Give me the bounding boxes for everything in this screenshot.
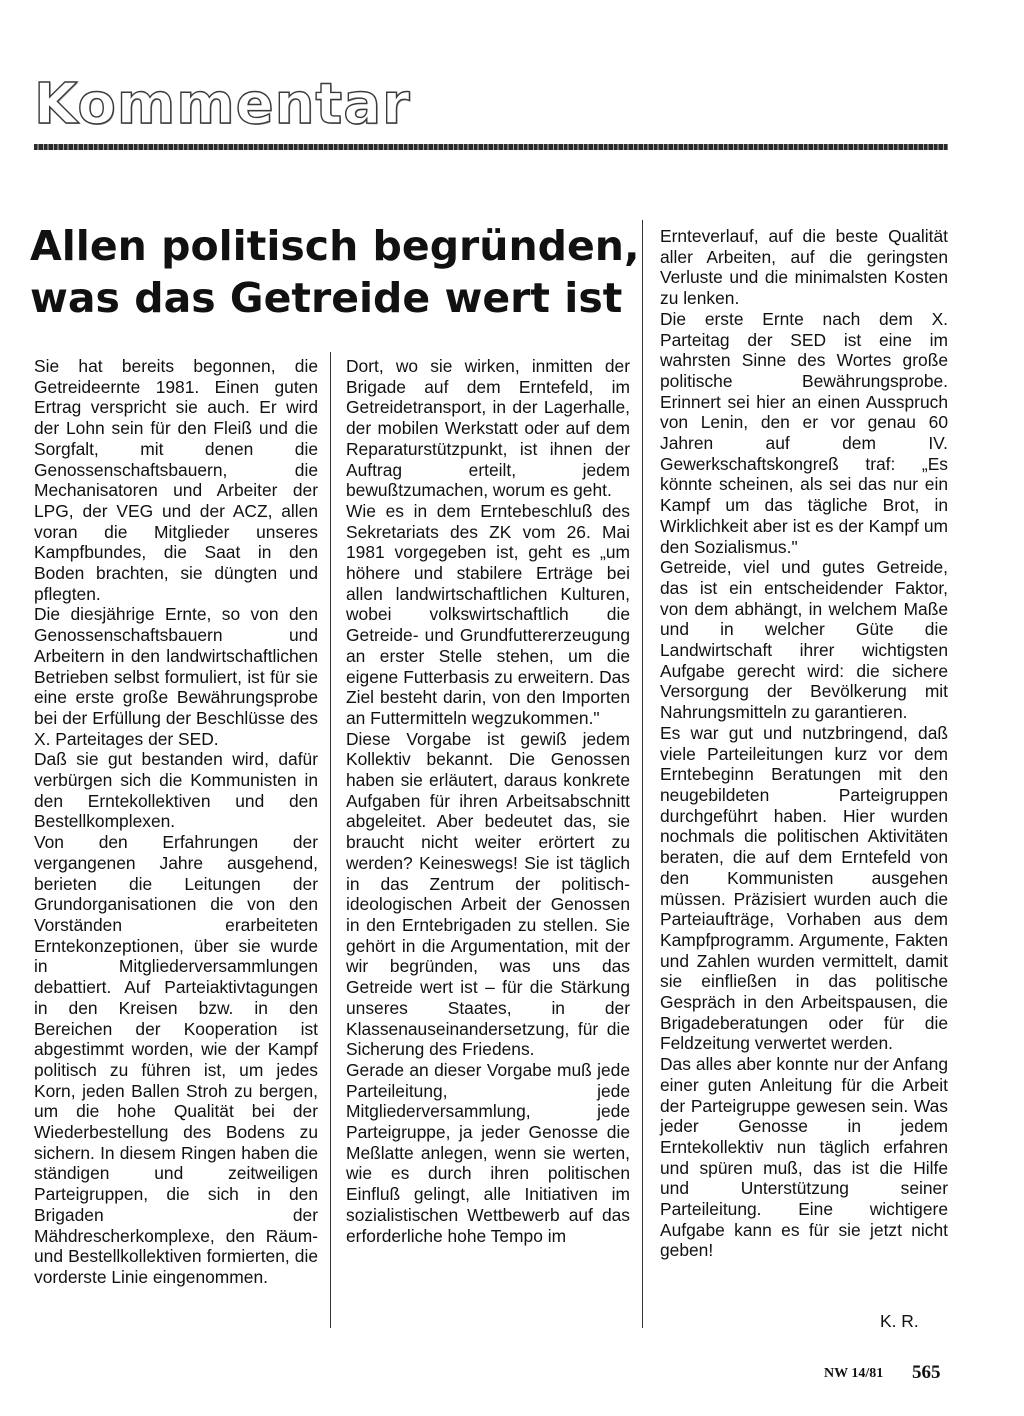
article-column-3 [660,226,948,1261]
paragraph: Getreide, viel und gutes Getreide, das ist ein entscheidender Faktor, von dem abhängt, in welchem Maße und in welcher Güte die Landwirtschaft ihrer wichtigsten Aufgabe gerecht wird: die sichere Versorgung der Bevölkerung mit Nahrungsmitteln zu garantieren. [660,557,948,723]
author-signature: K. R. [880,1311,919,1331]
headline [30,220,640,324]
rubric-rule [34,144,948,150]
issue-number: NW 14/81 [824,1366,884,1381]
paragraph: Daß sie gut bestanden wird, dafür verbürgen sich die Kommunisten in den Erntekollektiven und den Bestellkomplexen. [34,749,318,832]
paragraph: Gerade an dieser Vorgabe muß jede Parteileitung, jede Mitgliederversammlung, jede Parteigruppe, ja jeder Genosse die Meßlatte anlegen, wenn sie werten, wie es durch ihren politischen Einfluß gelingt, alle Initiativen im sozialistischen Wettbewerb auf das erforderliche hohe Tempo im [346,1059,630,1246]
page-number: 565 [912,1362,941,1383]
headline-line-2: was das Getreide wert ist [30,274,623,322]
paragraph: Dort, wo sie wirken, inmitten der Brigade auf dem Erntefeld, im Getreidetransport, in der Lagerhalle, der mobilen Werkstatt oder auf dem Reparaturstützpunkt, ist ihnen der Auftrag erteilt, jedem bewußtzumachen, worum es geht. [346,356,630,501]
paragraph: Das alles aber konnte nur der Anfang einer guten Anleitung für die Arbeit der Parteigruppe gewesen sein. Was jeder Genosse in jedem Erntekollektiv nun täglich erfahren und spüren muß, das ist die Hilfe und Unterstützung seiner Parteileitung. Eine wichtigere Aufgabe kann es für sie jetzt nicht geben! [660,1054,948,1261]
column-divider-1 [330,352,331,1328]
paragraph: Wie es in dem Erntebeschluß des Sekretariats des ZK vom 26. Mai 1981 vorgegeben ist, geht es „um höhere und stabilere Erträge bei allen landwirtschaftlichen Kulturen, wobei volkswirtschaftlich die Getreide- und Grundfuttererzeugung an erster Stelle stehen, um die eigene Futterbasis zu erweitern. Das Ziel besteht darin, von den Importen an Futtermitteln wegzukommen." [346,500,630,728]
article-column-1 [34,356,318,1288]
paragraph: Sie hat bereits begonnen, die Getreideernte 1981. Einen guten Ertrag verspricht sie auch. Er wird der Lohn sein für den Fleiß und die Sorgfalt, mit denen die Genossenschaftsbauern, die Mechanisatoren und Arbeiter der LPG, der VEG und der ACZ, allen voran die Mitglieder unseres Kampfbundes, die Saat in den Boden brachten, sie düngten und pflegten. [34,356,318,604]
column-divider-2 [642,220,643,1328]
paragraph: Die erste Ernte nach dem X. Parteitag der SED ist eine im wahrsten Sinne des Wortes große politische Bewährungsprobe. Erinnert sei hier an einen Ausspruch von Lenin, den er vor genau 60 Jahren auf dem IV. Gewerkschaftskongreß traf: „Es könnte scheinen, als sei das nur ein Kampf um das tägliche Brot, in Wirklichkeit aber ist es der Kampf um den Sozialismus." [660,308,948,557]
paragraph: Diese Vorgabe ist gewiß jedem Kollektiv bekannt. Die Genossen haben sie erläutert, daraus konkrete Aufgaben für ihren Arbeitsabschnitt abgeleitet. Aber bedeutet das, sie braucht nicht weiter erörtert zu werden? Keineswegs! Sie ist täglich in das Zentrum der politisch-ideologischen Arbeit der Genossen in den Erntebrigaden zu stellen. Sie gehört in die Argumentation, mit der wir begründen, was uns das Getreide wert ist – für die Stärkung unseres Staates, in der Klassenauseinandersetzung, für die Sicherung des Friedens. [346,728,630,1060]
paragraph: Es war gut und nutzbringend, daß viele Parteileitungen kurz vor dem Erntebeginn Beratungen mit den neugebildeten Parteigruppen durchgeführt haben. Hier wurden nochmals die politischen Aktivitäten beraten, die auf dem Erntefeld von den Kommunisten ausgehen müssen. Präzisiert wurden auch die Parteiaufträge, Vorhaben aus dem Kampfprogramm. Argumente, Fakten und Zahlen wurden vermittelt, damit sie einfließen in das politische Gespräch in den Arbeitspausen, die Brigadeberatungen oder für die Feldzeitung verwertet werden. [660,722,948,1054]
headline-line-1: Allen politisch begründen, [30,222,640,270]
paragraph: Die diesjährige Ernte, so von den Genossenschaftsbauern und Arbeitern in den landwirtschaftlichen Betrieben selbst formuliert, ist für sie eine erste große Bewährungsprobe bei der Erfüllung der Beschlüsse des X. Parteitages der SED. [34,604,318,749]
article-column-2 [346,356,630,1246]
rubric-kommentar: Kommentar [34,72,411,137]
paragraph: Von den Erfahrungen der vergangenen Jahre ausgehend, berieten die Leitungen der Grundorganisationen die von den Vorständen erarbeiteten Erntekonzeptionen, über sie wurde in Mitgliederversammlungen debattiert. Auf Parteiaktivtagungen in den Kreisen bzw. in den Bereichen der Kooperation ist abgestimmt worden, wie der Kampf politisch zu führen ist, um jedes Korn, jeden Ballen Stroh zu bergen, um die hohe Qualität bei der Wiederbestellung des Bodens zu sichern. In diesem Ringen haben die ständigen und zeitweiligen Parteigruppen, die sich in den Brigaden der Mähdrescherkomplexe, den Räum- und Bestellkollektiven formierten, die vorderste Linie eingenommen. [34,832,318,1287]
paragraph: Ernteverlauf, auf die beste Qualität aller Arbeiten, auf die geringsten Verluste und die minimalsten Kosten zu lenken. [660,226,948,309]
